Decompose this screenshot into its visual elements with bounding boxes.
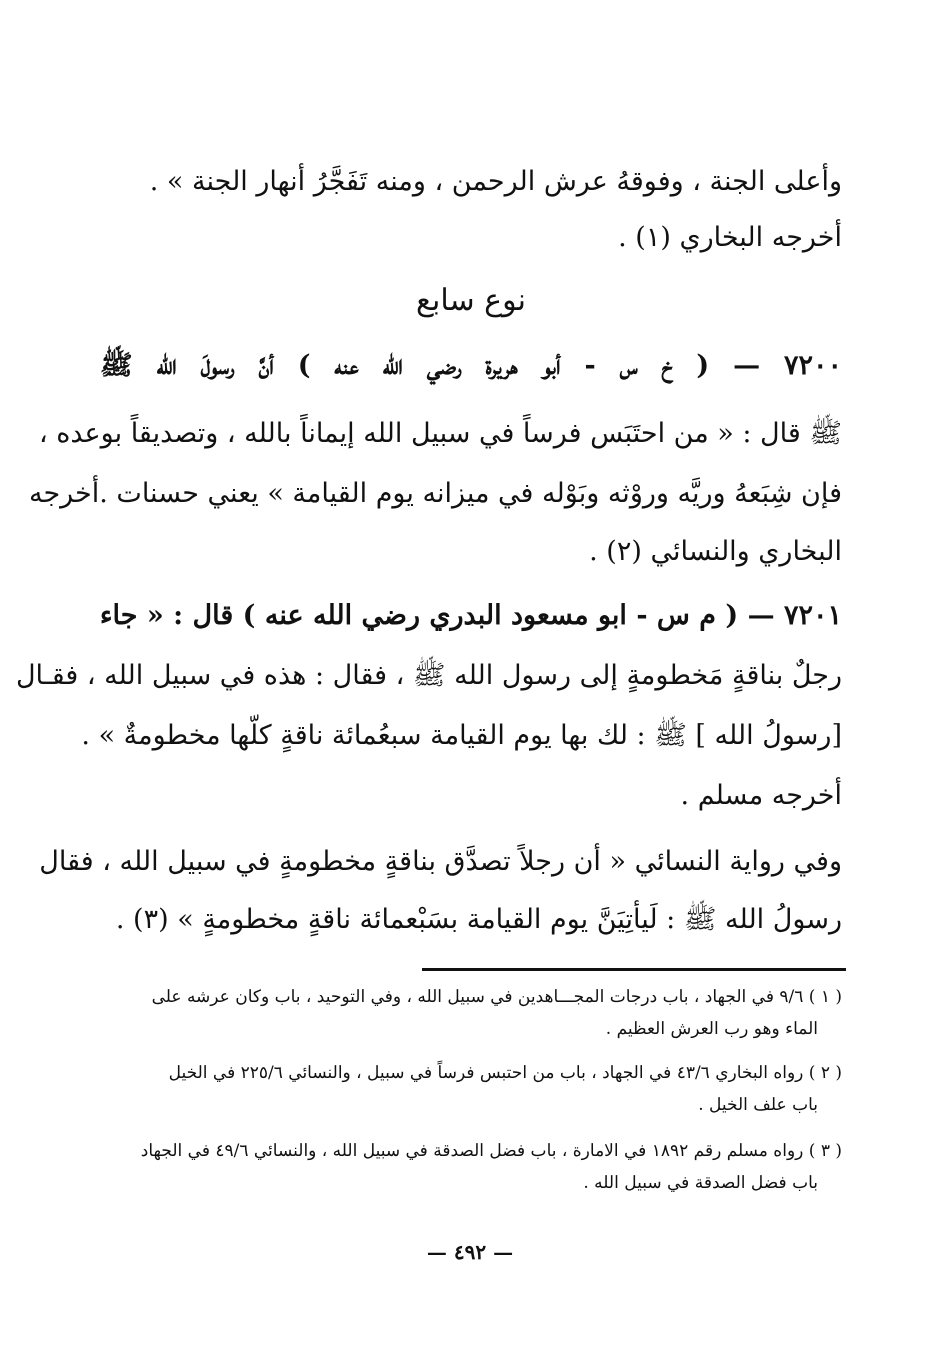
hadith-7201-line-2: رجلٌ بناقةٍ مَخطومةٍ إلى رسول الله ﷺ ، فقال : هذه في سبيل الله ، فقـال (15, 660, 842, 691)
hadith-7200-line-1: ٧٢٠٠ — ( خ س - أبو هريرة رضي الله عنه ) أنَّ رسولَ الله ﷺ (100, 350, 842, 381)
footnote-3-line-1: ( ٣ ) رواه مسلم رقم ١٨٩٢ في الامارة ، باب فضل الصدقة في سبيل الله ، والنسائي ٤٩/٦ في الجهاد (140, 1141, 842, 1161)
hadith-7200-line-3: فإن شِبَعهُ وريَّه وروْثه وبَوْله في ميزانه يوم القيامة » يعني حسنات .أخرجه (28, 478, 842, 509)
footnote-1-line-1: ( ١ ) ٩/٦ في الجهاد ، باب درجات المجـــاهدين في سبيل الله ، وفي التوحيد ، باب وكان عرشه على (151, 987, 842, 1007)
hadith-7201-line-5: وفي رواية النسائي « أن رجلاً تصدَّق بناقةٍ مخطومةٍ في سبيل الله ، فقال (39, 846, 842, 877)
footnote-2-line-2: باب علف الخيل . (698, 1095, 818, 1115)
hadith-7201-line-1: ٧٢٠١ — ( م س - ابو مسعود البدري رضي الله عنه ) قال : « جاء (99, 600, 842, 631)
text-line-1: وأعلى الجنة ، وفوقهُ عرش الرحمن ، ومنه تَفَجَّرُ أنهار الجنة » . (149, 166, 842, 197)
hadith-7201-line-6: رسولُ الله ﷺ : لَيأتِيَنَّ يوم القيامة بسَبْعمائة ناقةٍ مخطومةٍ » (٣) . (115, 904, 842, 935)
hadith-7200-line-4: البخاري والنسائي (٢) . (589, 536, 842, 567)
hadith-7201-line-3: [رسولُ الله ] ﷺ : لك بها يوم القيامة سبعُمائة ناقةٍ كلّها مخطومةٌ » . (81, 720, 842, 751)
footnote-2-line-1: ( ٢ ) رواه البخاري ٤٣/٦ في الجهاد ، باب من احتبس فرساً في سبيل ، والنسائي ٢٢٥/٦ في الخيل (168, 1063, 842, 1083)
hadith-7201-line-4: أخرجه مسلم . (680, 780, 842, 811)
page-number: — ٤٩٢ — (426, 1240, 514, 1264)
section-heading: نوع سابع (416, 283, 526, 318)
footnote-3-line-2: باب فضل الصدقة في سبيل الله . (583, 1173, 818, 1193)
footnote-1-line-2: الماء وهو رب العرش العظيم . (605, 1019, 818, 1039)
hadith-7200-line-2: ﷺ قال : « من احتَبَس فرساً في سبيل الله إيماناً بالله ، وتصديقاً بوعده ، (38, 418, 842, 449)
footnote-separator (422, 968, 846, 971)
text-line-2: أخرجه البخاري (١) . (618, 222, 842, 253)
